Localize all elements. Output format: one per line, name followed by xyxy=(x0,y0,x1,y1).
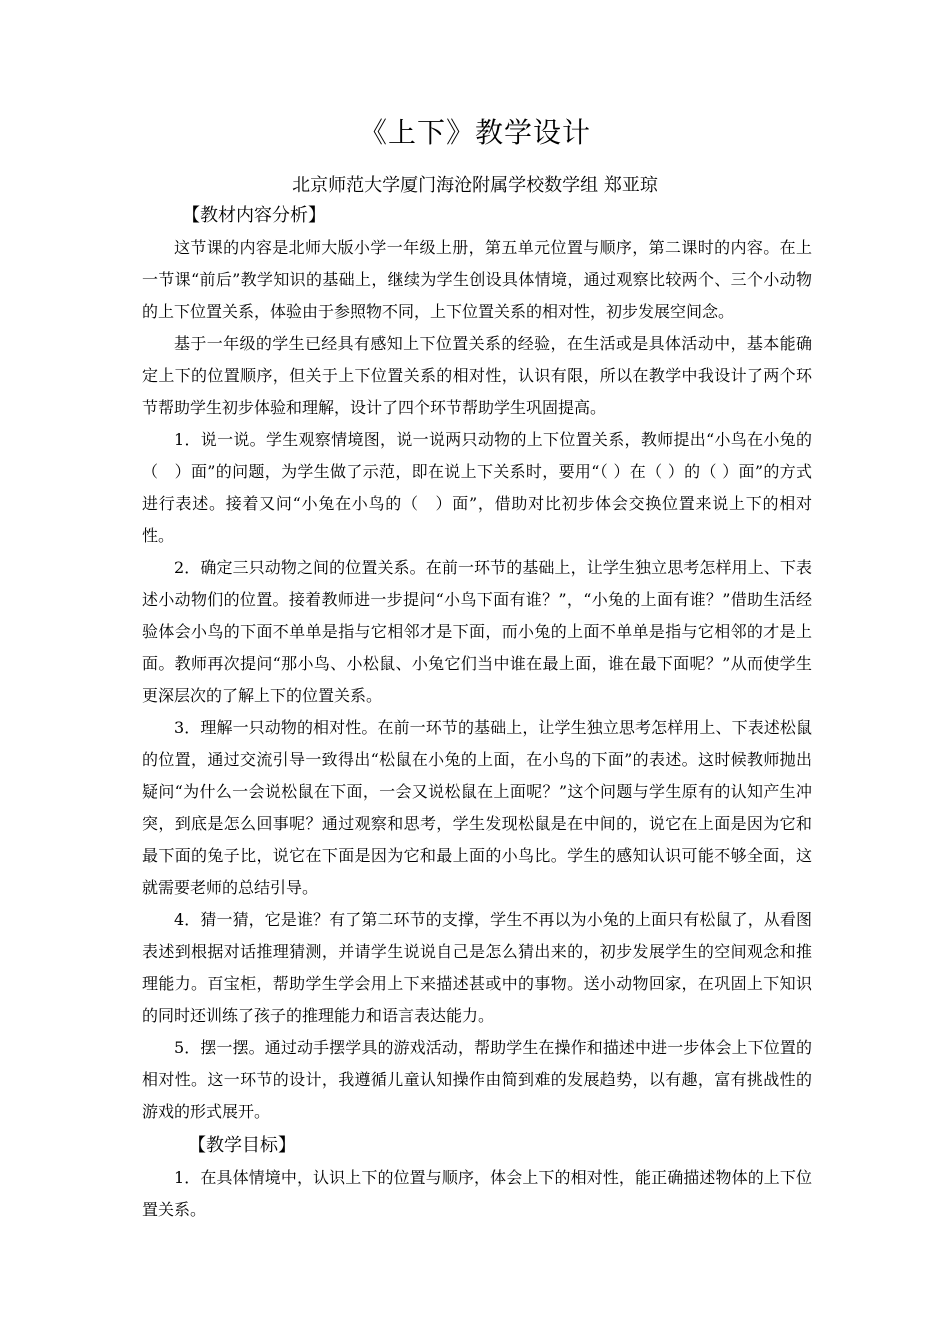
paragraph-step-2: 2．确定三只动物之间的位置关系。在前一环节的基础上，让学生独立思考怎样用上、下表述小动物们的位置。接着教师进一步提问“小鸟下面有谁？”，“小兔的上面有谁？”借助生活经验体会小鸟的下面不单单是指与它相邻才是下面，而小兔的上面不单单是指与它相邻的才是上面。教师再次提问“那小鸟、小松鼠、小兔它们当中谁在最上面，谁在最下面呢？”从而使学生更深层次的了解上下的位置关系。 xyxy=(142,558,812,705)
section-heading-goals: 【教学目标】 xyxy=(188,1135,296,1156)
document-body xyxy=(142,200,812,1226)
section-heading-analysis: 【教材内容分析】 xyxy=(182,205,326,226)
paragraph-step-3: 3．理解一只动物的相对性。在前一环节的基础上，让学生独立思考怎样用上、下表述松鼠的位置，通过交流引导一致得出“松鼠在小兔的上面，在小鸟的下面”的表述。这时候教师抛出疑问“为什么一会说松鼠在下面，一会又说松鼠在上面呢？”这个问题与学生原有的认知产生冲突，到底是怎么回事呢？通过观察和思考，学生发现松鼠是在中间的，说它在上面是因为它和最下面的兔子比，说它在下面是因为它和最上面的小鸟比。学生的感知认识可能不够全面，这就需要老师的总结引导。 xyxy=(142,718,812,897)
paragraph-step-1: 1．说一说。学生观察情境图，说一说两只动物的上下位置关系，教师提出“小鸟在小兔的（ ）面”的问题，为学生做了示范，即在说上下关系时，要用“（ ）在（ ）的（ ）面”的方式进行表述。接着又问“小兔在小鸟的（ ）面”，借助对比初步体会交换位置来说上下的相对性。 xyxy=(142,430,812,545)
paragraph-step-4: 4．猜一猜，它是谁？有了第二环节的支撑，学生不再以为小兔的上面只有松鼠了，从看图表述到根据对话推理猜测，并请学生说说自己是怎么猜出来的，初步发展学生的空间观念和推理能力。百宝柜，帮助学生学会用上下来描述甚或中的事物。送小动物回家，在巩固上下知识的同时还训练了孩子的推理能力和语言表达能力。 xyxy=(142,910,812,1025)
paragraph-analysis-2: 基于一年级的学生已经具有感知上下位置关系的经验，在生活或是具体活动中，基本能确定上下的位置顺序，但关于上下位置关系的相对性，认识有限，所以在教学中我设计了两个环节帮助学生初步体验和理解，设计了四个环节帮助学生巩固提高。 xyxy=(142,334,812,417)
paragraph-analysis-1: 这节课的内容是北师大版小学一年级上册，第五单元位置与顺序，第二课时的内容。在上一节课“前后”教学知识的基础上，继续为学生创设具体情境，通过观察比较两个、三个小动物的上下位置关系，体验由于参照物不同，上下位置关系的相对性，初步发展空间念。 xyxy=(142,238,812,321)
document-title: 《上下》教学设计 xyxy=(358,116,591,149)
document-author: 北京师范大学厦门海沧附属学校数学组 郑亚琼 xyxy=(292,175,658,196)
paragraph-goal-1: 1．在具体情境中，认识上下的位置与顺序，体会上下的相对性，能正确描述物体的上下位置关系。 xyxy=(142,1168,812,1219)
paragraph-step-5: 5．摆一摆。通过动手摆学具的游戏活动，帮助学生在操作和描述中进一步体会上下位置的相对性。这一环节的设计，我遵循儿童认知操作由简到难的发展趋势，以有趣，富有挑战性的游戏的形式展开。 xyxy=(142,1038,812,1121)
